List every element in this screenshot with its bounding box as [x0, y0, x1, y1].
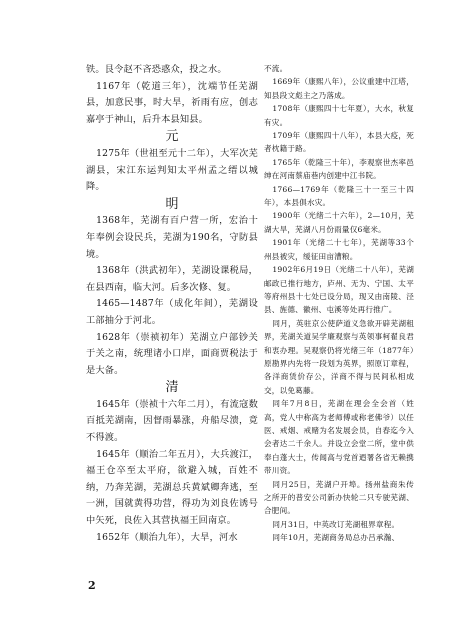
- paragraph: 1765年（乾隆三十年），李观察世杰率邑绅在河南蔡庙巷内创建中江书院。: [264, 157, 414, 181]
- paragraph: 1645年（顺治二年五月），大兵渡江，福王仓卒至太平府，欲避入城，百姓不纳，乃奔芜湖，芜湖总兵黄斌卿奔逃，至一洲，国就黄得功营，得功为刘良佐诱号中矢死，良佐入其营执福王回南京。: [86, 448, 258, 527]
- page-number: 2: [88, 579, 96, 592]
- paragraph: 不流。: [264, 64, 288, 73]
- paragraph: 1652年（顺治九年），大旱，河水: [96, 531, 238, 543]
- paragraph: 1368年，芜湖有百户营一所，宏治十年奉例会设民兵，芜湖为190名，守防县境。: [86, 215, 258, 260]
- paragraph: 1628年（崇祯初年）芜湖立户部钞关于关之南，统理诸小口岸，面商贾税法于是大备。: [86, 331, 258, 376]
- paragraph: 同月，英驻京公使萨道义急欲开辟芜湖租界，芜湖关道吴学廉观察与英领事柯翟良君和衷办理。吴观察仍将光绪三年（1877年）原勘界内先将一段划为英界，照原订章程，各洋商赁价存公，洋商不得与民间私相成交，以免葛藤。: [264, 318, 414, 395]
- paragraph: 同月31日，中英改订芜湖租界章程。: [272, 519, 400, 529]
- paragraph: 1766—1769年（乾隆三十一至三十四年），本县俱水灾。: [264, 184, 414, 208]
- paragraph: 铁。艮令赵不吝恐惑众，投之水。: [86, 64, 227, 75]
- paragraph: 1709年（康熙四十八年），本县大疫，死者枕籍于路。: [264, 131, 414, 154]
- paragraph: 1901年（光绪二十七年），芜湖等33个州县被灾，缓征田亩漕粮。: [264, 238, 414, 261]
- paragraph: 同年10月，芜湖商务局总办吕承瀚、: [272, 533, 400, 543]
- paragraph: 1708年（康熙四十七年夏），大水，秋复有灾。: [264, 104, 414, 127]
- paragraph: 1669年（康熙八年），公议重建中江塔，知县段文彪主之乃落成。: [264, 77, 414, 100]
- paragraph: 1902年6月19日（光绪二十八年），芜湖邮政已推行地方，庐州、无为、宁国、太平等府州县十七处已设分局，现又由南陵、泾县、旌德、徽州、屯溪等处再行推广。: [264, 265, 414, 315]
- paragraph: 1368年（洪武初年），芜湖设课税局，在县西南，临大河。后多次修、复。: [86, 265, 258, 293]
- paragraph: 1900年（光绪二十六年），2—10月，芜湖大旱，芜湖八月份雨量仅6毫米。: [264, 211, 414, 234]
- paragraph: 1275年（世祖至元十二年），大军次芜湖县，宋江东运判知太平州孟之缙以城降。: [86, 147, 258, 193]
- paragraph: 1465—1487年（成化年间），芜湖设工部抽分于河北。: [86, 298, 258, 326]
- paragraph: 1645年（崇祯十六年二月），有流寇数百抵芜湖南，因督雨暴涨，舟船尽溃，竟不得渡。: [86, 398, 258, 444]
- paragraph: 同年7月8日，芜湖在理会全会首（姓高，党人中称高为老师傅或称老佛爷）以任医、戒烟、戒赌为名发展会员，自春迄今入会者达二千余人。并设立会堂二所，堂中供奉白蓬大士，传闻高与党首迺署各省无赖携带川资。: [264, 399, 414, 476]
- paragraph: 1167年（乾道三年），沈端节任芜湖县，加意民事，时大旱，祈雨有应，创志嘉亭于神山，后升本县知县。: [86, 80, 258, 125]
- section-heading: 元: [165, 129, 179, 145]
- right-column: [264, 62, 414, 545]
- section-heading: 明: [165, 196, 179, 212]
- paragraph: 同月25日，芜湖户开埠。扬州盐商朱传之所开的普安公司新办快轮二只专驶芜湖、合肥间。: [264, 479, 414, 516]
- left-column: [86, 62, 258, 546]
- section-heading: 清: [165, 380, 179, 396]
